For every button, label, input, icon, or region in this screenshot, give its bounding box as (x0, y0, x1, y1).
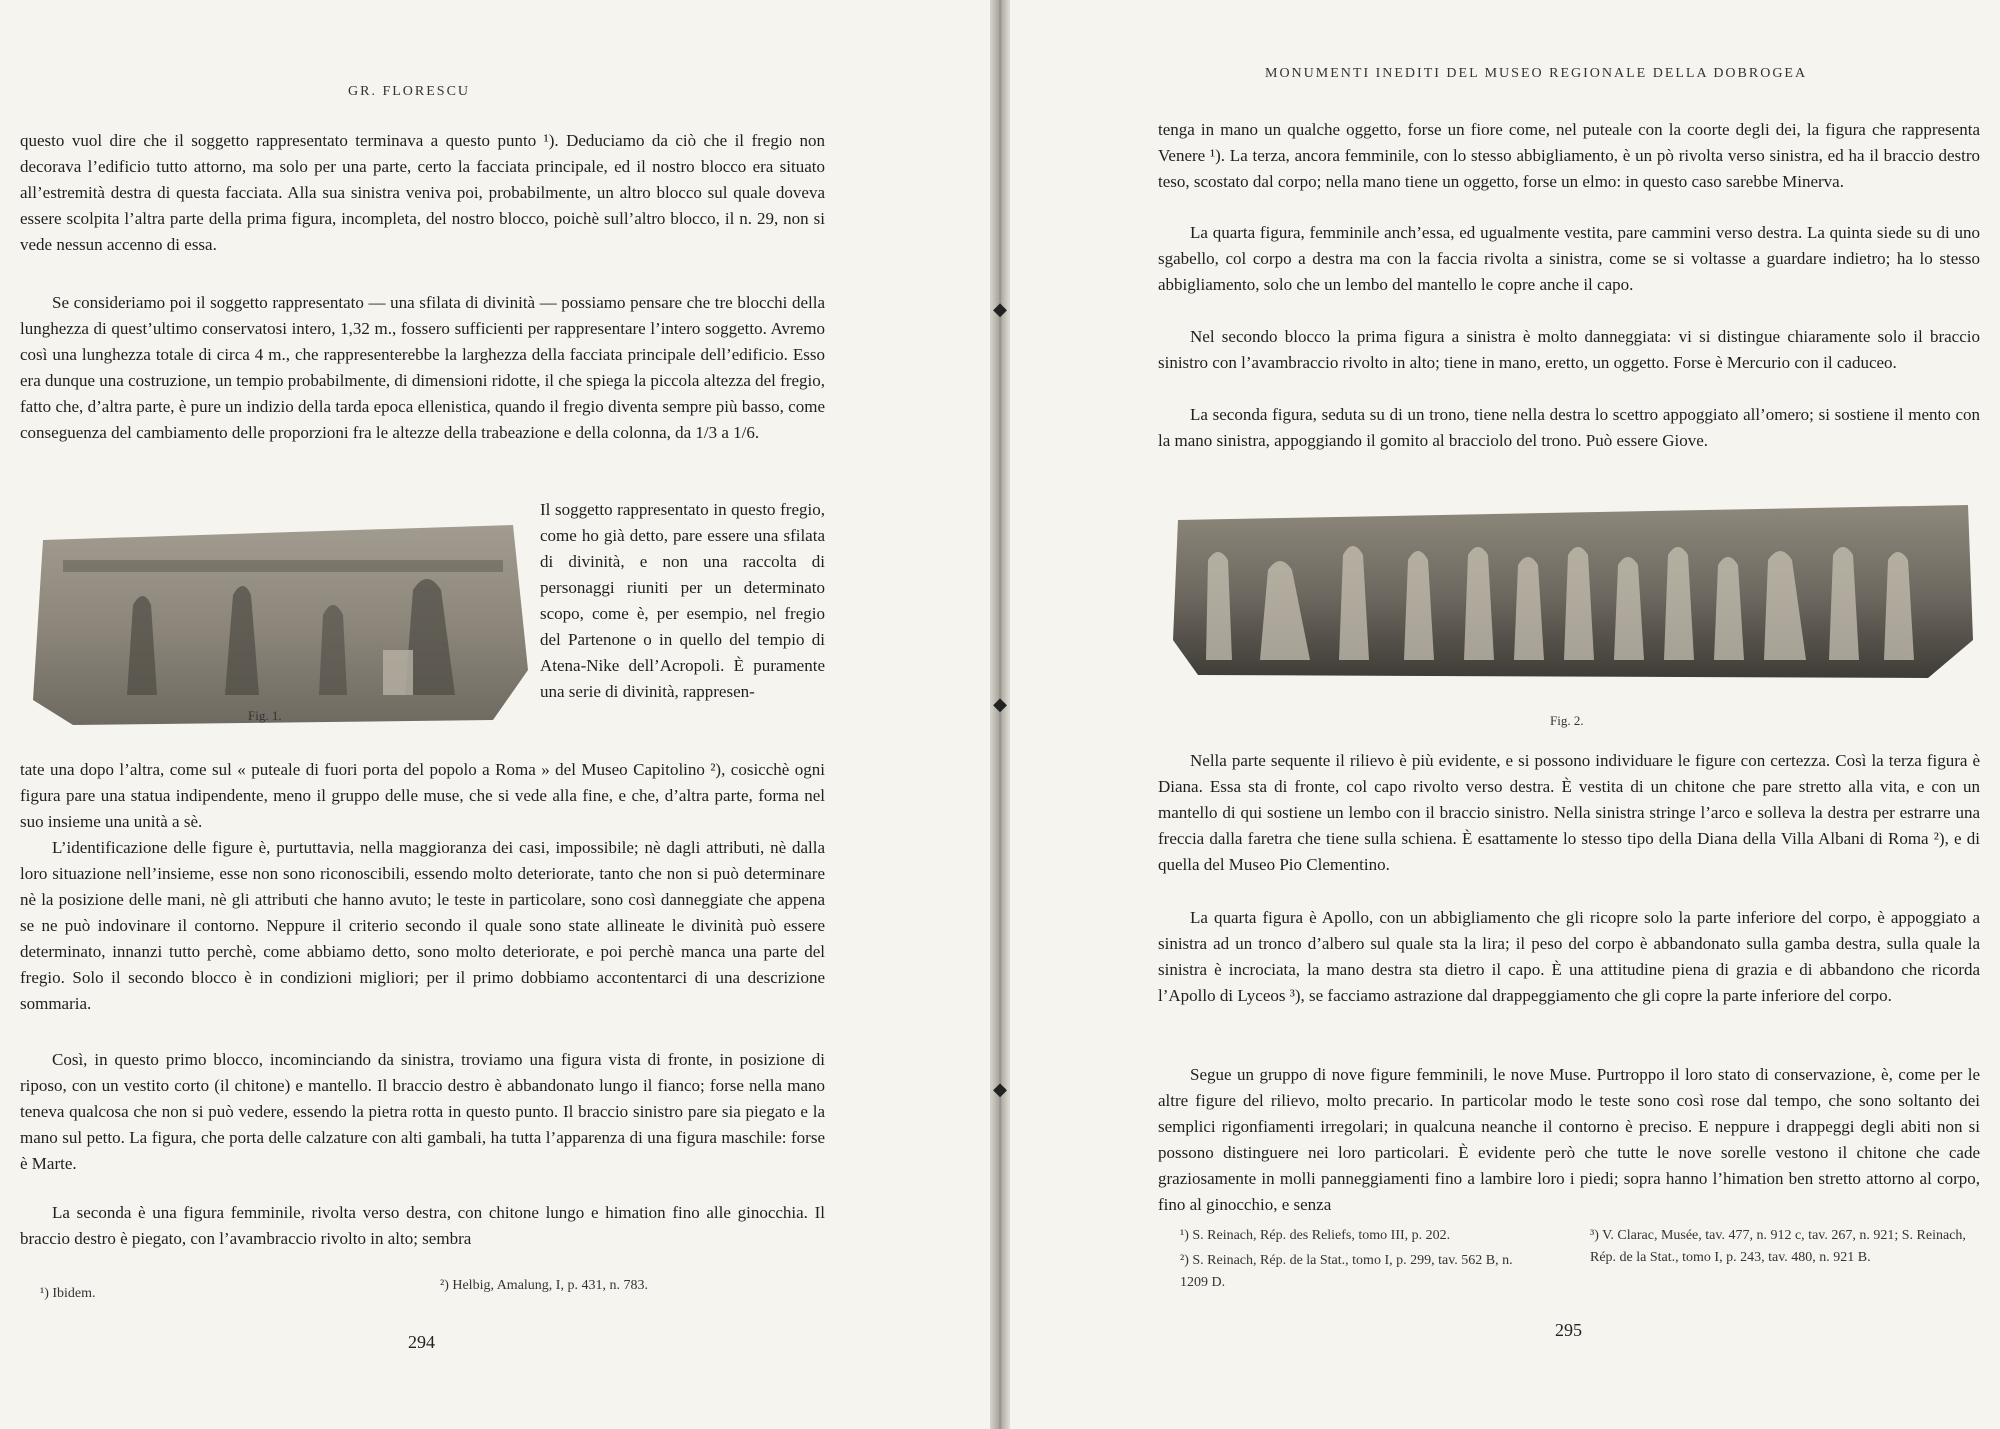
page-number-left: 294 (408, 1332, 435, 1352)
paragraph-r3: Nel secondo blocco la prima figura a sinistra è molto danneggiata: vi si distingue chiaramente solo il braccio sinistro con l’avambraccio rivolto in alto; tiene in mano, eretto, un oggetto. Forse è Mercurio con il caduceo. (1158, 327, 1980, 372)
footnote-left-1: ¹) Ibidem. (40, 1286, 96, 1301)
relief-photo-1 (23, 520, 533, 725)
figure-2-caption: Fig. 2. (1550, 713, 1584, 728)
paragraph-r2: La quarta figura, femminile anch’essa, ed ugualmente vestita, pare cammini verso destra. La quinta siede su di uno sgabello, col corpo a destra ma con la faccia rivolta a sinistra, come se si voltasse a guardare indietro; ha lo stesso abbigliamento, solo che un lembo del mantello le copre anche il capo. (1158, 223, 1980, 294)
footnote-left-2: ²) Helbig, Amalung, I, p. 431, n. 783. (440, 1278, 648, 1293)
running-header-left: GR. FLORESCU (348, 84, 471, 99)
paragraph-r4: La seconda figura, seduta su di un trono, tiene nella destra lo scettro appoggiato all’omero; si sostiene il mento con la mano sinistra, appoggiando il gomito al bracciolo del trono. Può essere Giove. (1158, 405, 1980, 450)
relief-figure-1 (23, 520, 533, 725)
gutter-mark-2: ◆ (993, 694, 1007, 714)
paragraph-r6: La quarta figura è Apollo, con un abbigliamento che gli ricopre solo la parte inferiore del corpo, è appoggiato a sinistra ad un tronco d’albero sul quale sta la lira; il peso del corpo è abbandonato sulla gamba destra, sulla quale la sinistra è incrociata, la mano destra sta dietro il capo. È una attitudine piena di grazia e di abbandono che ricorda l’Apollo di Lyceos ³), se facciamo astrazione dal drappeggiamento che gli copre la parte inferiore del corpo. (1158, 908, 1980, 1005)
paragraph-5: L’identificazione delle figure è, purtuttavia, nella maggioranza dei casi, impossibile; nè dagli attributi, nè dalla loro situazione nell’insieme, esse non sono riconoscibili, essendo molto deteriorate, tanto che non si può determinare nè la posizione delle mani, nè gli attributi che hanno avuto; le teste in particolare, sono così danneggiate che appena se ne può indovinare il contorno. Neppure il criterio secondo il quale sono state allineate le divinità può essere determinato, innanzi tutto perchè, come abbiamo detto, sono molto deteriorate, e poi perchè manca una parte del fregio. Solo il secondo blocco è in condizioni migliori; per il primo dobbiamo accontentarci di una descrizione sommaria. (20, 838, 825, 1013)
left-page (0, 0, 990, 1429)
paragraph-4: tate una dopo l’altra, come sul « puteale di fuori porta del popolo a Roma » del Museo Capitolino ²), cosicchè ogni figura pare una statua indipendente, meno il gruppo delle muse, che si vede alla fine, e che, d’altra parte, forma nel suo insieme una unità a sè. (20, 760, 825, 831)
paragraph-7: La seconda è una figura femminile, rivolta verso destra, con chitone lungo e himation fino alle ginocchia. Il braccio destro è piegato, con l’avambraccio rivolto in alto; sembra (20, 1203, 825, 1248)
figure-1-caption: Fig. 1. (248, 708, 282, 723)
paragraph-2: Se consideriamo poi il soggetto rappresentato — una sfilata di divinità — possiamo pensare che tre blocchi della lunghezza di quest’ultimo conservatosi intero, 1,32 m., fossero sufficienti per rappresentare l’intero soggetto. Avremo così una lunghezza totale di circa 4 m., che rappresenterebbe la larghezza della facciata principale dell’edificio. Esso era dunque una costruzione, un tempio probabilmente, di dimensioni ridotte, il che spiega la piccola altezza del fregio, fatto che, d’altra parte, è pure un indizio della tarda epoca ellenistica, quando il fregio diventa sempre più basso, come conseguenza del cambiamento delle proporzioni fra le altezze della trabeazione e della colonna, da 1/3 a 1/6. (20, 293, 825, 442)
paragraph-6: Così, in questo primo blocco, incominciando da sinistra, troviamo una figura vista di fronte, in posizione di riposo, con un vestito corto (il chitone) e mantello. Il braccio destro è abbandonato lungo il fianco; forse nella mano teneva qualcosa che non si può vedere, essendo la pietra rotta in questo punto. Il braccio sinistro pare sia piegato e la mano sul petto. La figura, che porta delle calzature con alti gambali, ha tutta l’apparenza di una figura maschile: forse è Marte. (20, 1050, 825, 1173)
page-number-right: 295 (1555, 1320, 1582, 1340)
running-header-right: MONUMENTI INEDITI DEL MUSEO REGIONALE DELLA DOBROGEA (1265, 66, 1808, 81)
footnote-right-1: ¹) S. Reinach, Rép. des Reliefs, tomo III, p. 202. (1180, 1228, 1451, 1243)
footnote-right-3: ³) V. Clarac, Musée, tav. 477, n. 912 c, tav. 267, n. 921; S. Reinach, Rép. de la Stat., tomo I, p. 243, tav. 480, n. 921 B. (1590, 1228, 1966, 1265)
paragraph-r7: Segue un gruppo di nove figure femminili, le nove Muse. Purtroppo il loro stato di conservazione, è, come per le altre figure del rilievo, molto precario. In particolar modo le teste sono così rose dal tempo, che sono soltanto dei semplici rigonfiamenti irregolari; in qualcuna neanche il contorno è preciso. E neppure i drappeggi degli abiti non si possono distinguere nei loro particolari. È evidente però che tutte le nove sorelle vestono il chitone che cade graziosamente in molli panneggiamenti fino a lambire loro i piedi; sopra hanno l’himation ben stretto attorno al corpo, fino al ginocchio, e senza (1158, 1065, 1980, 1214)
gutter-mark-1: ◆ (993, 299, 1007, 319)
paragraph-r5: Nella parte sequente il rilievo è più evidente, e si possono individuare le figure con certezza. Così la terza figura è Diana. Essa sta di fronte, col capo rivolto verso destra. È vestita di un chitone che pare stretto alla vita, e con un mantello di qui sostiene un lembo con il braccio sinistro. Nella sinistra stringe l’arco e solleva la destra per estrarre una freccia dalla faretra che tiene sulla schiena. È esattamente lo stesso tipo della Diana della Villa Albani di Roma ²), e di quella del Museo Pio Clementino. (1158, 751, 1980, 874)
right-page (1010, 0, 2000, 1429)
book-gutter (990, 0, 1010, 1429)
paragraph-1: questo vuol dire che il soggetto rappresentato terminava a questo punto ¹). Deduciamo da ciò che il fregio non decorava l’edificio tutto attorno, ma solo per una parte, certo la facciata principale, ed il nostro blocco era situato all’estremità destra di questa facciata. Alla sua sinistra veniva poi, probabilmente, un altro blocco sul quale doveva essere scolpita l’altra parte della prima figura, incompleta, del nostro blocco, poichè sull’altro blocco, il n. 29, non si vede nessun accenno di essa. (20, 131, 825, 254)
gutter-mark-3: ◆ (993, 1079, 1007, 1099)
footnote-right-2: ²) S. Reinach, Rép. de la Stat., tomo I, p. 299, tav. 562 B, n. 1209 D. (1180, 1253, 1513, 1290)
relief-figure-2 (1168, 500, 1978, 680)
paragraph-3: Il soggetto rappresentato in questo fregio, come ho già detto, pare essere una sfilata di divinità, e non una raccolta di personaggi riuniti per un determinato scopo, come è, per esempio, nel fregio del Partenone o in quello del tempio di Atena-Nike dell’Acropoli. È puramente una serie di divinità, rappresen- (540, 500, 825, 701)
relief-photo-2 (1168, 500, 1978, 680)
paragraph-r1: tenga in mano un qualche oggetto, forse un fiore come, nel puteale con la coorte degli dei, la figura che rappresenta Venere ¹). La terza, ancora femminile, con lo stesso abbigliamento, è un pò rivolta verso sinistra, ed ha il braccio destro teso, scostato dal corpo; nella mano tiene un oggetto, forse un elmo: in questo caso sarebbe Minerva. (1158, 120, 1980, 191)
